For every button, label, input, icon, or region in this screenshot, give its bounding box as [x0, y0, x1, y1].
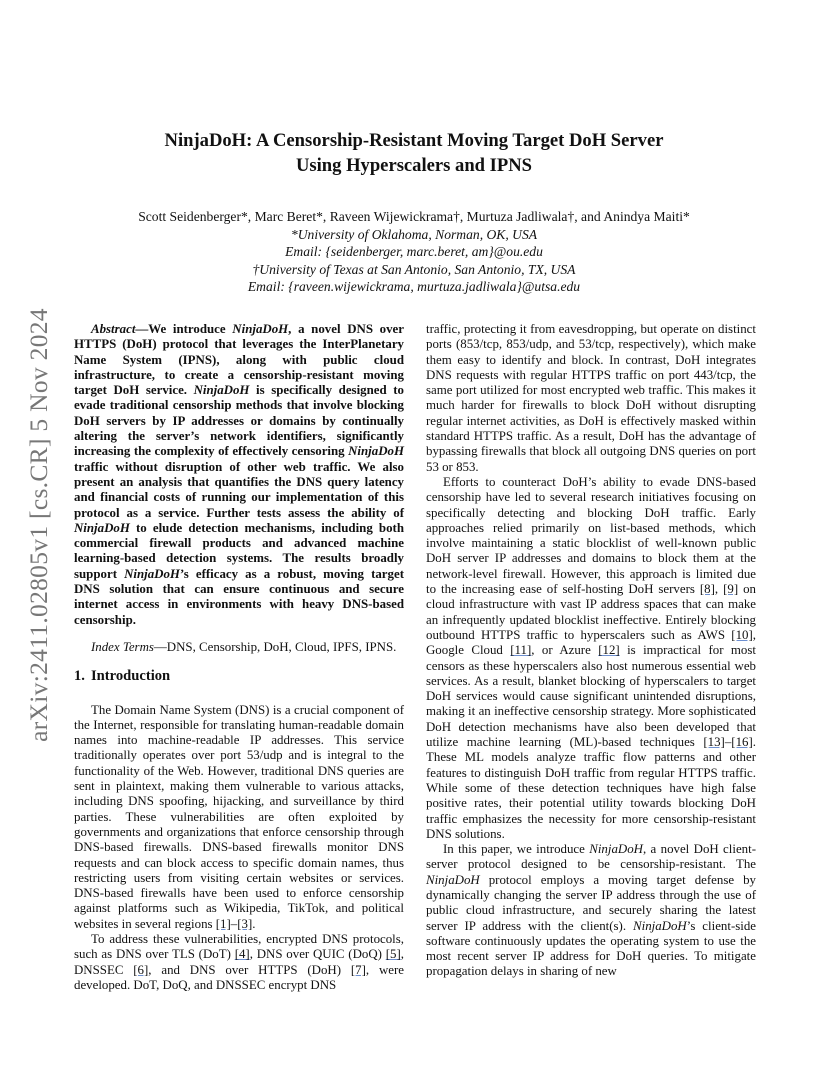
- right-p2-text-f: is impractical for most censors as these hyperscalers also host numerous essential web services. As a result, blanket blocking of hyperscalers to target DoH services would cause significant unintended disruptions, making it an ineffective censorship strategy. More sophisticated DoH detection mechanisms have also been developed that utilize machine learning (ML)-based techniques: [426, 643, 756, 750]
- right-p3-ninjadoh-3: NinjaDoH: [633, 918, 687, 933]
- citation-6[interactable]: [6]: [133, 962, 149, 977]
- abstract-text-4: traffic without disruption of other web traffic. We also present an analysis that quantifies the DNS query latency and financial costs of running our implementation of this protocol as a service. Further tests assess the ability of: [74, 459, 404, 520]
- abstract-ninjadoh-3: NinjaDoH: [348, 444, 404, 459]
- abstract-ninjadoh-2: NinjaDoH: [193, 383, 250, 398]
- right-column: [426, 322, 756, 980]
- index-terms-text: —DNS, Censorship, DoH, Cloud, IPFS, IPNS.: [153, 639, 397, 654]
- right-p3-ninjadoh-1: NinjaDoH: [589, 842, 643, 857]
- citation-3[interactable]: [3]: [237, 916, 253, 931]
- citation-5[interactable]: [5]: [385, 947, 401, 962]
- citation-13[interactable]: [13]: [703, 735, 725, 750]
- email-1: Email: {seidenberger, marc.beret, am}@ou.edu: [285, 244, 543, 259]
- right-p3-ninjadoh-2: NinjaDoH: [426, 872, 480, 887]
- author-names: Scott Seidenberger*, Marc Beret*, Raveen Wijewickrama†, Murtuza Jadliwala†, and Anindya Maiti*: [138, 209, 690, 224]
- abstract-text-1: We introduce: [148, 322, 233, 336]
- right-paragraph-2: [426, 475, 756, 842]
- intro-p2-text-d: , and DNS over HTTPS (DoH): [148, 962, 351, 977]
- right-p3-text-b: , a novel DoH client-server protocol designed to be censorship-resistant. The: [426, 842, 756, 872]
- abstract-ninjadoh-4: NinjaDoH: [74, 520, 130, 535]
- index-terms: [74, 640, 404, 655]
- title-line-2: Using Hyperscalers and IPNS: [295, 155, 533, 176]
- affiliation-1: *University of Oklahoma, Norman, OK, USA: [290, 226, 538, 242]
- right-p2-text-b: ,: [714, 582, 724, 597]
- citation-7[interactable]: [7]: [350, 962, 366, 977]
- right-paragraph-1: traffic, protecting it from eavesdropping, but operate on distinct ports (853/tcp, 853/udp, and 53/tcp, respectively), which make them easy to identify and block. In contrast, DoH integrates DNS requests with regular HTTPS traffic on port 443/tcp, the same port utilized for most encrypted web traffic. This makes it much harder for firewalls to block DoH without disrupting regular internet activities, as DoH is effectively masked within standard HTTPS traffic. As a result, DoH has the advantage of bypassing firewalls that block all outgoing DNS queries on port 53 or 853.: [426, 322, 756, 474]
- right-p2-text-g: . These ML models analyze traffic flow patterns and other features to distinguish DoH traffic from regular HTTPS traffic. While some of these detection techniques have high false positive rates, their potential utility towards blocking DoH traffic emphasizes the necessity for more censorship-resistant DNS solutions.: [426, 735, 756, 841]
- right-p2-text-c: on cloud infrastructure with vast IP address spaces that can make an infrequently updated blocklist ineffective. Entirely blocking outbound HTTPS traffic to hyperscalers such as AWS: [426, 582, 756, 642]
- citation-dash: –: [230, 916, 238, 931]
- section-number: 1.: [74, 668, 85, 685]
- abstract-ninjadoh-5: NinjaDoH: [124, 566, 180, 581]
- author-block: [74, 208, 754, 296]
- intro-paragraph-1: [74, 703, 404, 932]
- abstract-text-2: , a novel DNS over HTTPS (DoH) protocol that leverages the InterPlanetary Name System (IPNS), along with public cloud infrastructure, to create a censorship-resistant moving target DoH service.: [74, 322, 404, 398]
- arxiv-identifier-text: arXiv:2411.02805v1 [cs.CR] 5 Nov 2024: [24, 308, 53, 742]
- right-paragraph-3: [426, 842, 756, 980]
- right-p2-text-e: , or Azure: [531, 643, 599, 658]
- intro-p2-text-c: , DNSSEC: [74, 947, 404, 977]
- abstract-text-6: ’s efficacy as a robust, moving target DNS solution that can ensure continuous and secure internet access in environments with heavy DNS-based censorship.: [74, 566, 404, 627]
- intro-p1-text-b: .: [252, 916, 256, 931]
- right-p3-text-d: ’s client-side software continuously updates the operating system to use the most recent server IP address for DoH queries. To mitigate propagation delays in sharing of new: [426, 918, 756, 979]
- right-p2-text-d: , Google Cloud: [426, 627, 756, 658]
- citation-10[interactable]: [10]: [731, 627, 753, 642]
- citation-dash: –: [724, 735, 732, 750]
- left-column: [74, 322, 404, 993]
- paper-title: [74, 128, 754, 178]
- section-title: Introduction: [90, 668, 171, 685]
- intro-p1-text-a: The Domain Name System (DNS) is a crucial component of the Internet, responsible for translating human-readable domain names into machine-readable IP addresses. This service traditionally operates over port 53/udp and is integral to the functionality of the Web. However, traditional DNS queries are sent in plaintext, making them vulnerable to various attacks, including DNS spoofing, hijacking, and surveillance by third parties. These vulnerabilities are often exploited by governments and organizations that enforce censorship through DNS-based firewalls. DNS-based firewalls monitor DNS requests and can block access to specific domain names, thus restricting users from visiting certain websites or services. DNS-based firewalls have been used to enforce censorship against platforms such as Wikipedia, TikTok, and political websites in several regions: [74, 702, 404, 931]
- citation-9[interactable]: [9]: [723, 582, 739, 597]
- intro-p2-text-b: , DNS over QUIC (DoQ): [249, 947, 386, 962]
- abstract-ninjadoh-1: NinjaDoH: [232, 322, 289, 336]
- citation-11[interactable]: [11]: [510, 643, 532, 658]
- citation-16[interactable]: [16]: [731, 735, 753, 750]
- email-2: Email: {raveen.wijewickrama, murtuza.jadliwala}@utsa.edu: [247, 279, 581, 294]
- abstract-text-3: is specifically designed to evade traditional censorship methods that involve blocking DoH servers by IP addresses or domains by continually altering the server’s network identifiers, significantly increasing the complexity of effectively censoring: [74, 383, 404, 459]
- section-heading-introduction: [74, 669, 404, 684]
- right-p2-text-a: Efforts to counteract DoH’s ability to evade DNS-based censorship have led to several research initiatives focusing on specifically detecting and blocking DoH traffic. Early approaches relied primarily on list-based methods, which involve maintaining a static blocklist of well-known public DoH server IP addresses and domains to block them at the network-level firewall. However, this approach is limited due to the increasing ease of self-hosting DoH servers: [426, 474, 756, 597]
- abstract-dash: —: [135, 322, 149, 336]
- abstract: [74, 322, 404, 628]
- citation-1[interactable]: [1]: [215, 916, 231, 931]
- citation-12[interactable]: [12]: [598, 643, 620, 658]
- citation-4[interactable]: [4]: [234, 947, 250, 962]
- abstract-text-5: to elude detection mechanisms, including both commercial firewall products and advanced machine learning-based detection systems. The results broadly support: [74, 520, 404, 581]
- citation-8[interactable]: [8]: [699, 582, 715, 597]
- title-line-1: NinjaDoH: A Censorship-Resistant Moving Target DoH Server: [164, 130, 664, 151]
- arxiv-identifier-stamp: [22, 290, 56, 760]
- index-terms-label: Index Terms: [91, 639, 154, 654]
- right-p3-text-a: In this paper, we introduce: [443, 842, 590, 857]
- abstract-label: Abstract: [91, 322, 136, 336]
- right-p3-text-c: protocol employs a moving target defense by dynamically changing the server IP address through the use of public cloud infrastructure, and securely sharing the latest server IP address with the client(s).: [426, 872, 756, 933]
- affiliation-2: †University of Texas at San Antonio, San Antonio, TX, USA: [252, 261, 576, 277]
- intro-p2-text-e: , were developed. DoT, DoQ, and DNSSEC encrypt DNS: [74, 962, 404, 992]
- intro-p2-text-a: To address these vulnerabilities, encrypted DNS protocols, such as DNS over TLS (DoT): [74, 931, 404, 962]
- intro-paragraph-2: [74, 932, 404, 993]
